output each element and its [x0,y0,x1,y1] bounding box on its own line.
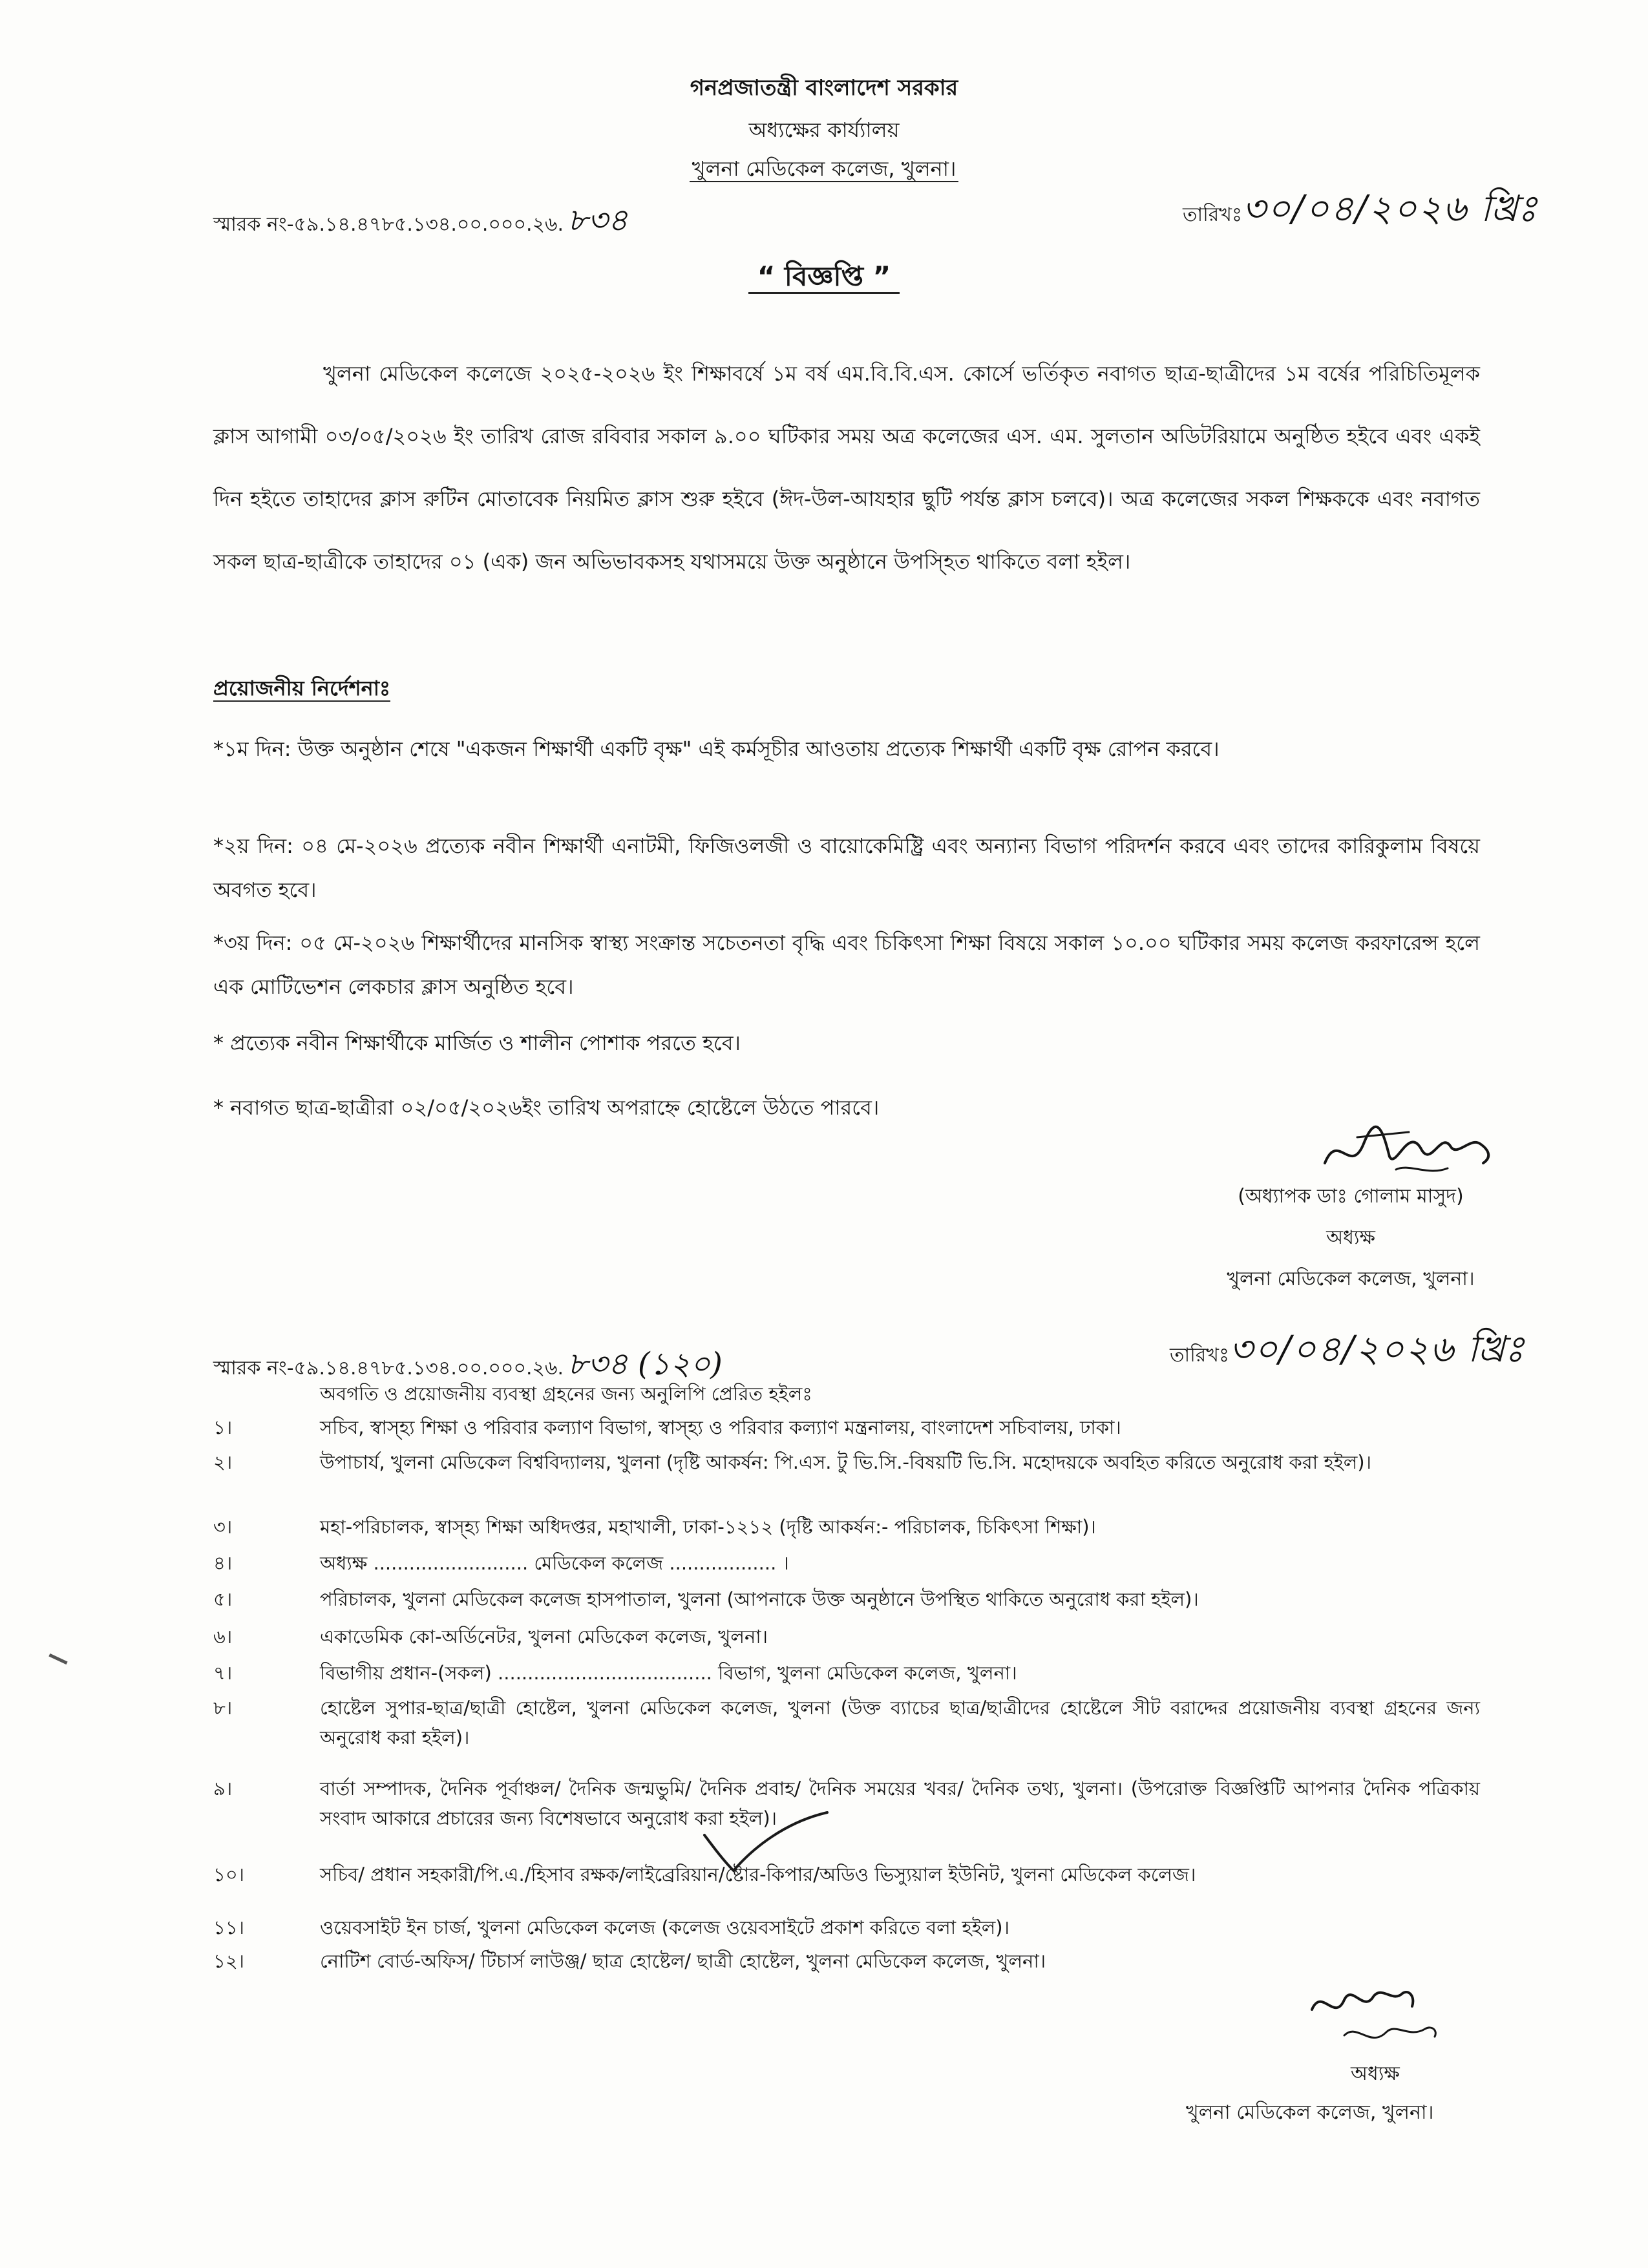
copy-item-number: ৪। [213,1552,233,1574]
direction-item: *৩য় দিন: ০৫ মে-২০২৬ শিক্ষার্থীদের মানসিক স্বাস্থ্য সংক্রান্ত সচেতনতা বৃদ্ধি এবং চিকিৎসা শিক্ষা বিষয়ে সকাল ১০.০০ ঘটিকার সময় কলেজ করফারেন্স হলে এক মোটিভেশন লেকচার ক্লাস অনুষ্ঠিত হবে। [213,930,1480,999]
copy-item-text: অধ্যক্ষ .......................... মেডিকেল কলেজ .................. । [320,1552,789,1574]
notice-title [0,255,1648,301]
copy-item-number: ২। [213,1451,233,1473]
memo2-date [1170,1321,1525,1382]
college-title-text: খুলনা মেডিকেল কলেজ, খুলনা। [690,156,959,182]
copy-item-number: ৩। [213,1516,233,1538]
direction-item: *২য় দিন: ০৪ মে-২০২৬ প্রত্যেক নবীন শিক্ষার্থী এনাটমী, ফিজিওলজী ও বায়োকেমিষ্ট্রি এবং অন্যান্য বিভাগ পরিদর্শন করবে এবং তাদের কারিকুলাম বিষয়ে অবগত হবে। [213,834,1480,902]
copy-item-text: সচিব/ প্রধান সহকারী/পি.এ./হিসাব রক্ষক/লাইব্রেরিয়ান/ষ্টোর-কিপার/অডিও ভিস্যুয়াল ইউনিট, খুলনা মেডিকেল কলেজ। [320,1864,1196,1885]
signatory-name: (অধ্যাপক ডাঃ গোলাম মাসুদ) [1238,1185,1464,1208]
copy-item-number: ১১। [213,1916,245,1938]
copy-item-text: পরিচালক, খুলনা মেডিকেল কলেজ হাসপাতাল, খুলনা (আপনাকে উক্ত অনুষ্ঠানে উপস্থিত থাকিতে অনুরোধ করা হইল)। [320,1588,1199,1610]
footer-institution: খুলনা মেডিকেল কলেজ, খুলনা। [1186,2101,1434,2124]
direction-item: * প্রত্যেক নবীন শিক্ষার্থীকে মার্জিত ও শালীন পোশাক পরতে হবে। [213,1031,741,1055]
copy-item-text: বার্তা সম্পাদক, দৈনিক পূর্বাঞ্চল/ দৈনিক জন্মভুমি/ দৈনিক প্রবাহ/ দৈনিক সময়ের খবর/ দৈনিক তথ্য, খুলনা। (উপরোক্ত বিজ্ঞপ্তিটি আপনার দৈনিক পত্রিকায় সংবাদ আকারে প্রচারের জন্য বিশেষভাবে অনুরোধ করা হইল)। [320,1778,1480,1829]
direction-item: * নবাগত ছাত্র-ছাত্রীরা ০২/০৫/২০২৬ইং তারিখ অপরাহ্নে হোষ্টেলে উঠতে পারবে। [213,1095,880,1120]
office-title: অধ্যক্ষের কার্য্যালয় [748,118,900,142]
principal-signature-2 [1305,1977,1448,2061]
copy-item-number: ৭। [213,1662,233,1684]
memo-number-text: স্মারক নং-৫৯.১৪.৪৭৮৫.১৩৪.০০.০০০.২৬. [213,213,564,236]
government-title: গনপ্রজাতন্ত্রী বাংলাদেশ সরকার [690,75,958,101]
copy-item-text: হোষ্টেল সুপার-ছাত্র/ছাত্রী হোষ্টেল, খুলনা মেডিকেল কলেজ, খুলনা (উক্ত ব্যাচের ছাত্র/ছাত্রীদের হোষ্টেলে সীট বরাদ্দের প্রয়োজনীয় ব্যবস্থা গ্রহনের জন্য অনুরোধ করা হইল)। [320,1697,1480,1748]
date-handwritten: ৩০/০৪/২০২৬ খ্রিঃ [1242,188,1539,230]
signatory-designation: অধ্যক্ষ [1326,1226,1375,1249]
copy-item-text: উপাচার্য, খুলনা মেডিকেল বিশ্ববিদ্যালয়, খুলনা (দৃষ্টি আকর্ষন: পি.এস. টু ভি.সি.-বিষয়টি ভি.সি. মহোদয়কে অবহিত করিতে অনুরোধ করা হইল)। [320,1451,1371,1473]
memo2-number-text: স্মারক নং-৫৯.১৪.৪৭৮৫.১৩৪.০০.০০০.২৬. [213,1357,564,1380]
copies-intro: অবগতি ও প্রয়োজনীয় ব্যবস্থা গ্রহনের জন্য অনুলিপি প্রেরিত হইলঃ [320,1383,812,1405]
copy-item-number: ১২। [213,1950,245,1972]
checkmark-icon [701,1809,830,1880]
copy-item-number: ৯। [213,1778,233,1800]
copy-item-number: ৮। [213,1697,233,1719]
copy-item-text: মহা-পরিচালক, স্বাস্হ্য শিক্ষা অধিদপ্তর, মহাখালী, ঢাকা-১২১২ (দৃষ্টি আকর্ষন:- পরিচালক, চিকিৎসা শিক্ষা)। [320,1516,1096,1538]
scan-mark [48,1654,67,1664]
footer-designation: অধ্যক্ষ [1351,2063,1400,2085]
copy-item-number: ১। [213,1416,233,1438]
copy-item-number: ৬। [213,1626,233,1648]
memo-number [213,197,628,248]
date2-handwritten: ৩০/০৪/২০২৬ খ্রিঃ [1229,1328,1526,1370]
memo-handwritten-number: ৮৩৪ [567,202,628,238]
copy-item-text: বিভাগীয় প্রধান-(সকল) .................................... বিভাগ, খুলনা মেডিকেল কলেজ, খুলনা। [320,1662,1017,1684]
memo-date [1183,181,1538,242]
signatory-institution: খুলনা মেডিকেল কলেজ, খুলনা। [1227,1268,1475,1290]
copy-item-text: একাডেমিক কো-অর্ডিনেটর, খুলনা মেডিকেল কলেজ, খুলনা। [320,1626,768,1648]
copy-item-number: ৫। [213,1588,233,1610]
copy-item-text: সচিব, স্বাস্হ্য শিক্ষা ও পরিবার কল্যাণ বিভাগ, স্বাস্হ্য ও পরিবার কল্যাণ মন্ত্রনালয়, বাংলাদেশ সচিবালয়, ঢাকা। [320,1416,1121,1438]
copy-item-text: ওয়েবসাইট ইন চার্জ, খুলনা মেডিকেল কলেজ (কলেজ ওয়েবসাইটে প্রকাশ করিতে বলা হইল)। [320,1916,1009,1938]
direction-item: *১ম দিন: উক্ত অনুষ্ঠান শেষে "একজন শিক্ষার্থী একটি বৃক্ষ" এই কর্মসূচীর আওতায় প্রত্যেক শিক্ষার্থী একটি বৃক্ষ রোপন করবে। [213,737,1220,761]
copy-item-text: নোটিশ বোর্ড-অফিস/ টিচার্স লাউঞ্জ/ ছাত্র হোষ্টেল/ ছাত্রী হোষ্টেল, খুলনা মেডিকেল কলেজ, খুলনা। [320,1950,1046,1972]
copy-item-number: ১০। [213,1864,245,1885]
date-label: তারিখঃ [1183,204,1242,226]
directions-heading-text: প্রয়োজনীয় নির্দেশনাঃ [213,676,391,700]
date2-label: তারিখঃ [1170,1344,1229,1367]
memo2-handwritten-number: ৮৩৪ (১২০) [567,1346,723,1382]
signatory-block [1125,1176,1577,1300]
notice-body: খুলনা মেডিকেল কলেজে ২০২৫-২০২৬ ইং শিক্ষাবর্ষে ১ম বর্ষ এম.বি.বি.এস. কোর্সে ভর্তিকৃত নবাগত ছাত্র-ছাত্রীদের ১ম বর্ষের পরিচিতিমূলক ক্লাস আগামী ০৩/০৫/২০২৬ ইং তারিখ রোজ রবিবার সকাল ৯.০০ ঘটিকার সময় অত্র কলেজের এস. এম. সুলতান অডিটরিয়ামে অনুষ্ঠিত হইবে এবং একই দিন হইতে তাহাদের ক্লাস রুটিন মোতাবেক নিয়মিত ক্লাস শুরু হইবে (ঈদ-উল-আযহার ছুটি পর্যন্ত ক্লাস চলবে)। অত্র কলেজের সকল শিক্ষককে এবং নবাগত সকল ছাত্র-ছাত্রীকে তাহাদের ০১ (এক) জন অভিভাবকসহ যথাসময়ে উক্ত অনুষ্ঠানে উপস্হিত থাকিতে বলা হইল। [213,361,1480,574]
directions-heading [213,672,390,707]
notice-title-text: “ বিজ্ঞপ্তি ” [748,260,900,294]
principal-signature [1318,1118,1499,1182]
